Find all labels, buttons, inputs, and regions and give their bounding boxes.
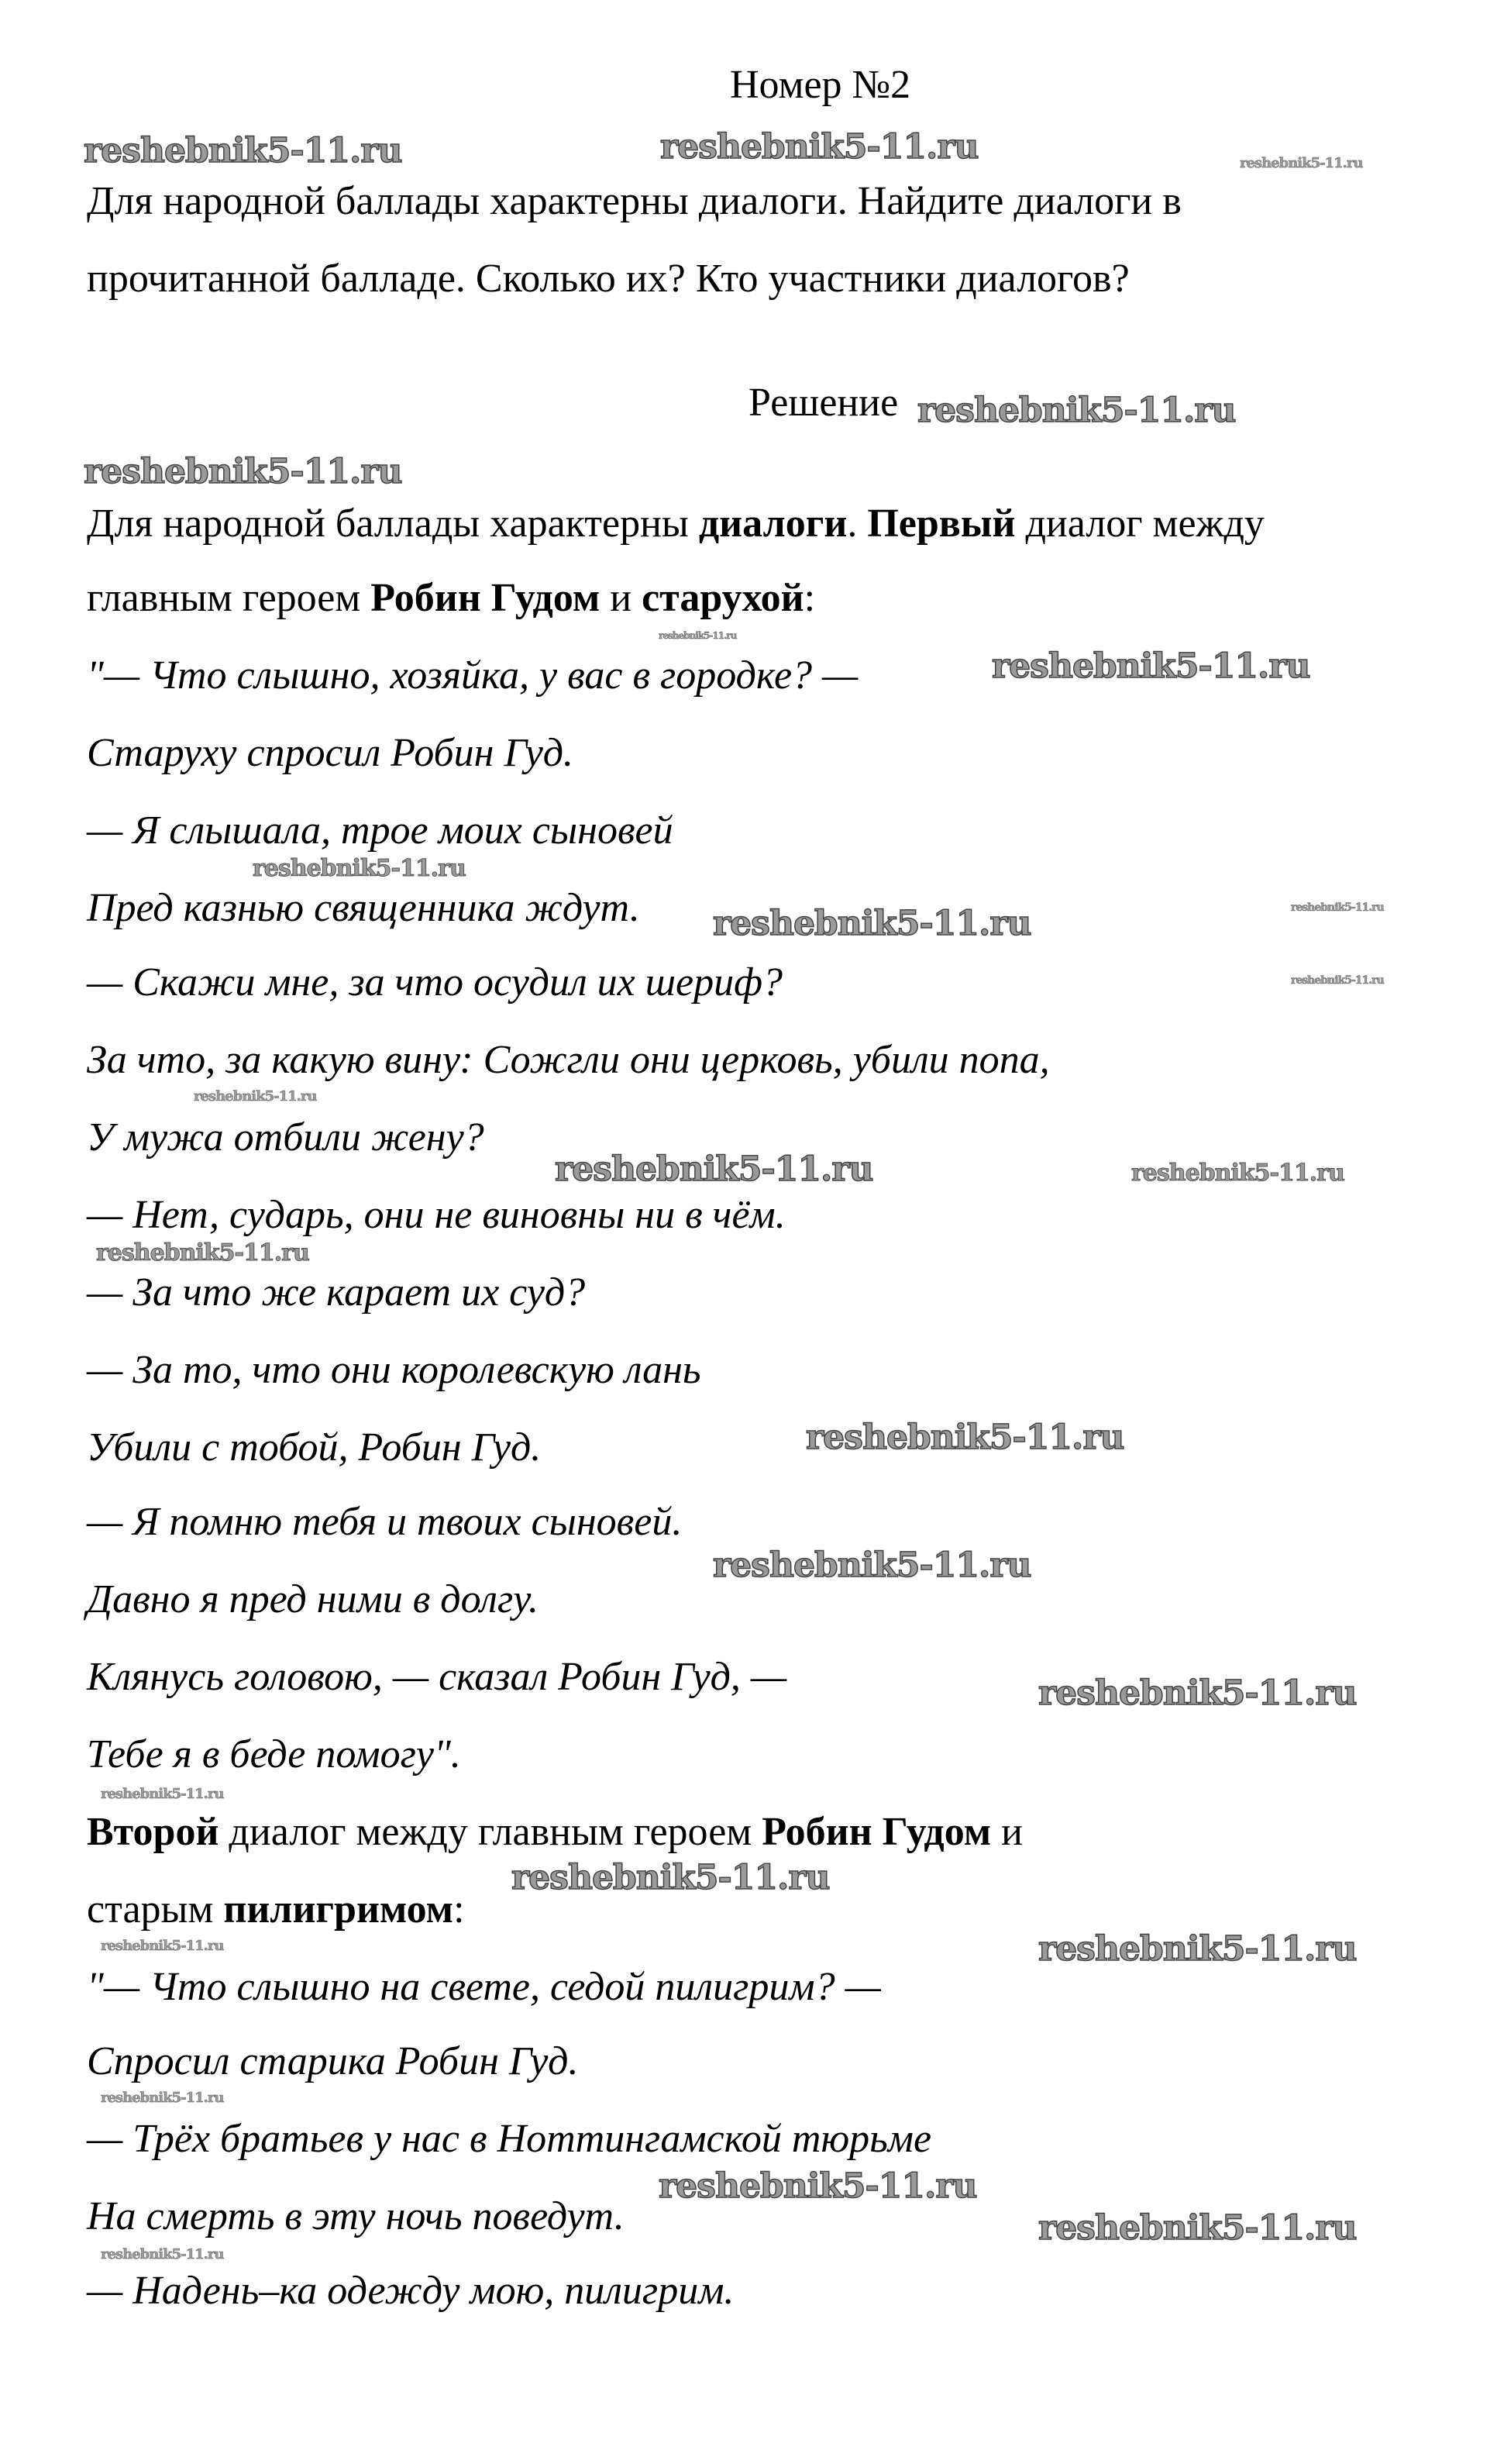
watermark: reshebnik5-11.ru	[96, 1239, 309, 1266]
watermark: reshebnik5-11.ru	[713, 904, 1031, 943]
watermark: reshebnik5-11.ru	[713, 1546, 1031, 1585]
watermark: reshebnik5-11.ru	[917, 391, 1236, 430]
watermark: reshebnik5-11.ru	[1038, 2208, 1357, 2248]
question-line: Для народной баллады характерны диалоги. Найдите диалоги в	[87, 179, 1182, 223]
watermark: reshebnik5-11.ru	[1291, 974, 1384, 987]
watermark: reshebnik5-11.ru	[84, 452, 402, 491]
dialog-line: — Я помню тебя и твоих сыновей.	[87, 1500, 683, 1544]
dialog-line: На смерть в эту ночь поведут.	[87, 2194, 625, 2238]
watermark: reshebnik5-11.ru	[194, 1088, 317, 1104]
question-line: прочитанной балладе. Сколько их? Кто участники диалогов?	[87, 257, 1130, 301]
intro-line: Для народной баллады характерны диалоги. Первый диалог между	[87, 501, 1265, 546]
solution-heading: Решение	[748, 381, 899, 425]
dialog-line: — За то, что они королевскую лань	[87, 1348, 701, 1392]
watermark: reshebnik5-11.ru	[659, 2166, 977, 2206]
watermark: reshebnik5-11.ru	[1291, 901, 1384, 914]
intro-line: Второй диалог между главным героем Робин Гудом и	[87, 1810, 1023, 1854]
dialog-line: Тебе я в беде помогу".	[87, 1732, 461, 1776]
dialog-line: Старуху спросил Робин Гуд.	[87, 731, 574, 775]
dialog-line: Спросил старика Робин Гуд.	[87, 2039, 579, 2083]
watermark: reshebnik5-11.ru	[84, 131, 402, 171]
watermark: reshebnik5-11.ru	[992, 646, 1310, 686]
dialog-line: — Надень–ка одежду мою, пилигрим.	[87, 2269, 735, 2313]
watermark: reshebnik5-11.ru	[1131, 1160, 1344, 1187]
watermark: reshebnik5-11.ru	[101, 2090, 224, 2106]
dialog-line: Клянусь головою, — сказал Робин Гуд, —	[87, 1655, 787, 1699]
dialog-line: "— Что слышно на свете, седой пилигрим? —	[87, 1965, 881, 2009]
dialog-line: — За что же карает их суд?	[87, 1270, 586, 1315]
watermark: reshebnik5-11.ru	[511, 1858, 830, 1897]
watermark: reshebnik5-11.ru	[1038, 1929, 1357, 1969]
dialog-line: — Трёх братьев у нас в Ноттингамской тюрьме	[87, 2117, 932, 2161]
watermark: reshebnik5-11.ru	[806, 1418, 1124, 1457]
dialog-line: — Я слышала, трое моих сыновей	[87, 808, 673, 853]
watermark: reshebnik5-11.ru	[660, 127, 979, 167]
dialog-line: Пред казнью священника ждут.	[87, 886, 640, 930]
watermark: reshebnik5-11.ru	[253, 855, 466, 882]
watermark: reshebnik5-11.ru	[1240, 155, 1363, 171]
dialog-line: Давно я пред ними в долгу.	[87, 1577, 539, 1621]
dialog-line: За что, за какую вину: Сожгли они церковь, убили попа,	[87, 1038, 1050, 1082]
page-title: Номер №2	[730, 63, 911, 107]
watermark: reshebnik5-11.ru	[101, 1938, 224, 1954]
intro-line: старым пилигримом:	[87, 1887, 465, 1932]
dialog-line: Убили с тобой, Робин Гуд.	[87, 1425, 542, 1470]
watermark: reshebnik5-11.ru	[101, 1786, 224, 1802]
watermark: reshebnik5-11.ru	[659, 630, 737, 641]
dialog-line: У мужа отбили жену?	[87, 1115, 484, 1160]
dialog-line: — Скажи мне, за что осудил их шериф?	[87, 960, 783, 1005]
watermark: reshebnik5-11.ru	[555, 1149, 873, 1189]
watermark: reshebnik5-11.ru	[1038, 1673, 1357, 1713]
watermark: reshebnik5-11.ru	[101, 2246, 224, 2262]
dialog-line: — Нет, сударь, они не виновны ни в чём.	[87, 1193, 786, 1237]
intro-line: главным героем Робин Гудом и старухой:	[87, 576, 816, 620]
dialog-line: "— Что слышно, хозяйка, у вас в городке? —	[87, 653, 859, 698]
